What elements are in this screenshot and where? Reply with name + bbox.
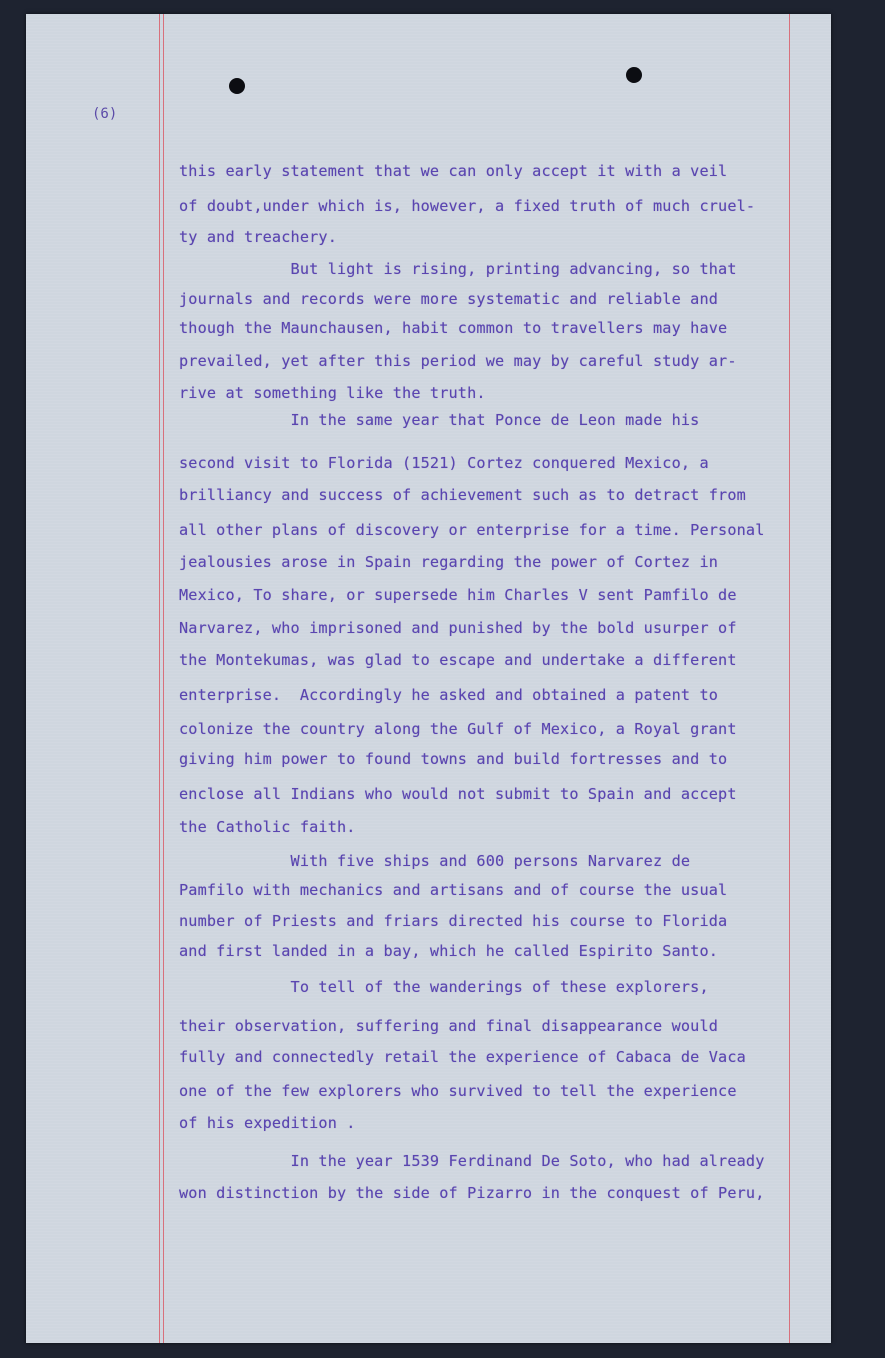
typed-text-block [179, 14, 839, 1343]
text-line: jealousies arose in Spain regarding the power of Cortez in [179, 553, 719, 571]
text-line: journals and records were more systematic and reliable and [179, 290, 719, 308]
page-number: (6) [92, 106, 118, 122]
text-line: of his expedition . [179, 1114, 356, 1132]
text-line: of doubt,under which is, however, a fixed truth of much cruel- [179, 197, 756, 215]
text-line: ty and treachery. [179, 228, 337, 246]
text-line: fully and connectedly retail the experience of Cabaca de Vaca [179, 1048, 746, 1066]
text-line: Pamfilo with mechanics and artisans and of course the usual [179, 881, 728, 899]
text-line: But light is rising, printing advancing, so that [179, 260, 737, 278]
text-line: the Montekumas, was glad to escape and undertake a different [179, 651, 737, 669]
text-line: In the same year that Ponce de Leon made his [179, 411, 700, 429]
text-line: this early statement that we can only accept it with a veil [179, 162, 728, 180]
text-line: giving him power to found towns and build fortresses and to [179, 750, 728, 768]
left-margin-rule [159, 14, 160, 1343]
text-line: one of the few explorers who survived to tell the experience [179, 1082, 737, 1100]
text-line: In the year 1539 Ferdinand De Soto, who had already [179, 1152, 765, 1170]
text-line: Mexico, To share, or supersede him Charles V sent Pamfilo de [179, 586, 737, 604]
left-margin-rule-inner [163, 14, 164, 1343]
text-line: prevailed, yet after this period we may by careful study ar- [179, 352, 737, 370]
text-line: the Catholic faith. [179, 818, 356, 836]
text-line: all other plans of discovery or enterprise for a time. Personal [179, 521, 765, 539]
text-line: colonize the country along the Gulf of Mexico, a Royal grant [179, 720, 737, 738]
text-line: rive at something like the truth. [179, 384, 486, 402]
text-line: With five ships and 600 persons Narvarez de [179, 852, 691, 870]
text-line: To tell of the wanderings of these explorers, [179, 978, 709, 996]
text-line: and first landed in a bay, which he called Espirito Santo. [179, 942, 719, 960]
document-page [26, 14, 831, 1343]
text-line: Narvarez, who imprisoned and punished by the bold usurper of [179, 619, 737, 637]
text-line: enterprise. Accordingly he asked and obtained a patent to [179, 686, 719, 704]
text-line: won distinction by the side of Pizarro in the conquest of Peru, [179, 1184, 765, 1202]
text-line: their observation, suffering and final disappearance would [179, 1017, 719, 1035]
text-line: second visit to Florida (1521) Cortez conquered Mexico, a [179, 454, 709, 472]
text-line: enclose all Indians who would not submit to Spain and accept [179, 785, 737, 803]
text-line: though the Maunchausen, habit common to travellers may have [179, 319, 728, 337]
text-line: brilliancy and success of achievement such as to detract from [179, 486, 746, 504]
text-line: number of Priests and friars directed his course to Florida [179, 912, 728, 930]
